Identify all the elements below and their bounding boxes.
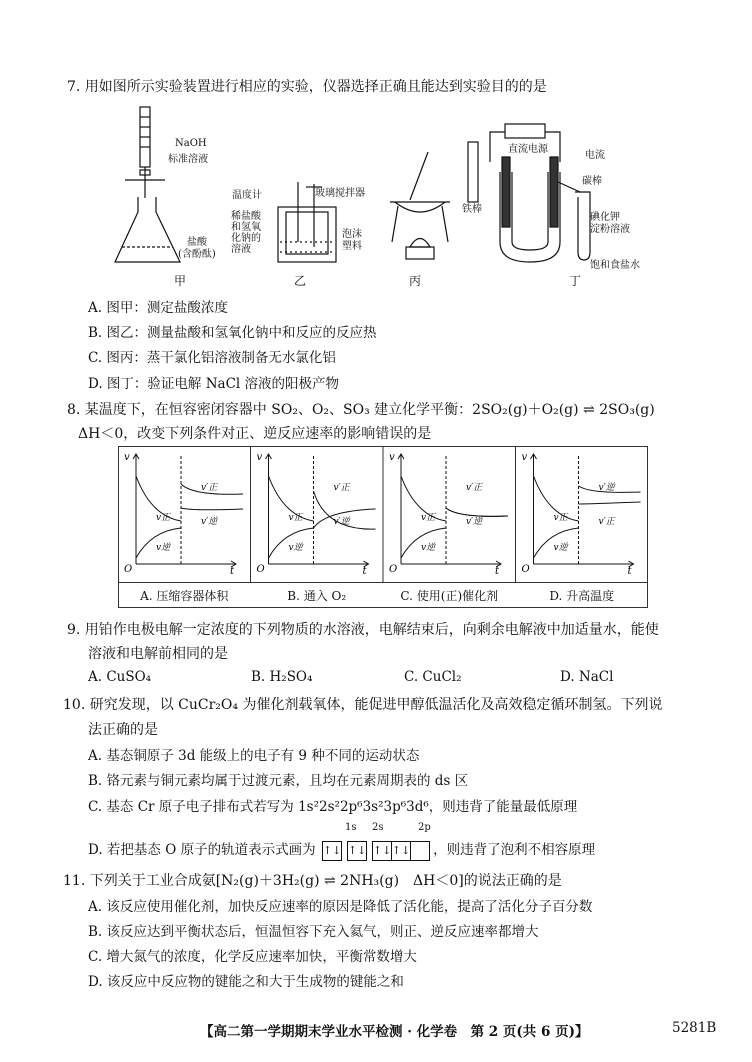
q9-option-d: D. NaCl	[560, 669, 614, 685]
label-upper-after: v′正	[201, 483, 218, 493]
label-current: 电流	[585, 150, 605, 161]
label-ki-1: 碘化钾	[590, 212, 620, 223]
label-foam-2: 塑料	[342, 241, 362, 252]
question-9-stem-1: 9. 用铂作电极电解一定浓度的下列物质的水溶液，电解结束后，向剩余电解液中加适量水，能使	[67, 622, 659, 638]
q10-option-b: B. 铬元素与铜元素均属于过渡元素，且均在元素周期表的 ds 区	[88, 773, 469, 789]
label-v-reverse: v逆	[288, 543, 303, 553]
label-mix-3: 化钠的	[231, 233, 261, 244]
panel-caption: A. 压缩容器体积	[140, 589, 229, 603]
panel-caption: C. 使用(正)催化剂	[400, 589, 499, 603]
orbital-box-1s: ↑↓	[322, 841, 342, 861]
lower-curve	[579, 502, 641, 504]
q9-option-a: A. CuSO₄	[88, 669, 152, 685]
q10-option-a: A. 基态铜原子 3d 能级上的电子有 9 种不同的运动状态	[88, 748, 420, 764]
label-lower-after: v′正	[598, 517, 615, 527]
label-power: 直流电源	[508, 144, 548, 155]
footer-title: 【高二第一学期期末学业水平检测 · 化学卷 第 2 页(共 6 页)】	[200, 1024, 589, 1040]
footer-code: 5281B	[672, 1020, 717, 1036]
label-standard-solution: 标准溶液	[168, 154, 208, 165]
evaporation-apparatus	[390, 152, 450, 259]
panel-caption: D. 升高温度	[549, 589, 615, 603]
label-upper-after: v′正	[333, 483, 350, 493]
question-7-stem: 7. 用如图所示实验装置进行相应的实验，仪器选择正确且能达到实验目的的是	[67, 79, 547, 95]
q9-option-b: B. H₂SO₄	[251, 669, 313, 685]
label-lower-after: v′逆	[201, 517, 218, 527]
rate-graphs	[118, 446, 648, 582]
axis-label-t: t	[495, 566, 500, 577]
orbital-label-1s: 1s	[345, 822, 357, 833]
q10-option-d	[88, 838, 595, 861]
q7-option-c: C. 图丙：蒸干氯化铝溶液制备无水氯化铝	[88, 350, 336, 366]
axis-label-v: v	[521, 452, 528, 463]
caption-ding: 丁	[568, 274, 581, 288]
origin-label: O	[124, 564, 133, 575]
label-brine: 饱和食盐水	[590, 260, 640, 271]
q9-option-c: C. CuCl₂	[404, 669, 462, 685]
label-foam-1: 泡沫	[342, 229, 362, 240]
q10-option-c: C. 基态 Cr 原子电子排布式若写为 1s²2s²2p⁶3s²3p⁶3d⁶，则违背了能量最低原理	[88, 799, 578, 815]
lower-curve	[181, 508, 243, 510]
label-carbon: 碳棒	[582, 176, 602, 187]
label-upper-after: v′逆	[598, 483, 615, 493]
q10-option-d-suffix: ，则违背了泡利不相容原理	[433, 842, 596, 858]
q11-option-c: C. 增大氮气的浓度，化学反应速率加快，平衡常数增大	[88, 949, 417, 965]
question-11-stem: 11. 下列关于工业合成氨[N₂(g)＋3H₂(g) ⇌ 2NH₃(g) ΔH＜0]的说法正确的是	[63, 873, 562, 889]
label-v-reverse: v逆	[421, 543, 436, 553]
label-upper-after: v′正	[466, 483, 483, 493]
orbital-diagram	[322, 841, 429, 861]
origin-label: O	[521, 564, 530, 575]
origin-label: O	[389, 564, 398, 575]
label-hcl: 盐酸	[187, 237, 207, 248]
label-mix-1: 稀盐酸	[231, 211, 261, 222]
q7-option-a: A. 图甲：测定盐酸浓度	[88, 300, 228, 316]
axis-label-v: v	[124, 452, 130, 463]
axis-label-t: t	[362, 566, 367, 577]
label-naoh: NaOH	[175, 138, 207, 149]
q11-option-d: D. 该反应中反应物的键能之和大于生成物的键能之和	[88, 974, 404, 990]
q11-option-a: A. 该反应使用催化剂，加快反应速率的原因是降低了活化能，提高了活化分子百分数	[88, 899, 593, 915]
orbital-box-2p-3	[410, 841, 430, 861]
q7-option-b: B. 图乙：测量盐酸和氢氧化钠中和反应的反应热	[88, 325, 377, 341]
orbital-box-2p-1: ↑↓	[372, 841, 392, 861]
orbital-label-2p: 2p	[418, 822, 431, 833]
panel-caption: B. 通入 O₂	[287, 589, 347, 603]
q7-option-d: D. 图丁：验证电解 NaCl 溶液的阳极产物	[88, 376, 340, 392]
question-10-stem-1: 10. 研究发现，以 CuCr₂O₄ 为催化剂载氧体，能促进甲醇低温活化及高效稳定循环制氢。下列说	[63, 697, 663, 713]
orbital-box-2s: ↑↓	[347, 841, 367, 861]
label-iron: 铁棒	[462, 204, 482, 215]
orbital-label-2s: 2s	[372, 822, 384, 833]
label-lower-after: v′逆	[333, 517, 350, 527]
label-v-forward: v正	[288, 513, 303, 523]
label-v-reverse: v逆	[156, 543, 171, 553]
titration-apparatus	[115, 107, 180, 262]
axis-label-t: t	[230, 566, 235, 577]
axis-label-v: v	[256, 452, 263, 463]
q11-option-b: B. 该反应达到平衡状态后，恒温恒容下充入氦气，则正、逆反应速率都增大	[88, 924, 539, 940]
question-10-stem-2: 法正确的是	[88, 722, 158, 738]
apparatus-figures	[110, 102, 670, 292]
captions-divider	[118, 582, 648, 583]
label-v-reverse: v逆	[553, 543, 568, 553]
label-v-forward: v正	[421, 513, 436, 523]
label-ki-2: 淀粉溶液	[590, 224, 630, 235]
question-8-stem-2: ΔH＜0，改变下列条件对正、逆反应速率的影响错误的是	[78, 426, 432, 442]
lower-curve	[446, 508, 508, 516]
question-9-stem-2: 溶液和电解前相同的是	[88, 646, 228, 662]
label-mix-4: 溶液	[231, 244, 251, 255]
orbital-box-2p-2: ↑↓	[391, 841, 411, 861]
caption-bing: 丙	[408, 274, 421, 288]
label-lower-after: v′逆	[466, 517, 483, 527]
label-v-forward: v正	[156, 513, 171, 523]
label-phenolphthalein: (含酚酞)	[178, 249, 216, 260]
axis-label-v: v	[389, 452, 395, 463]
axis-label-t: t	[627, 566, 632, 577]
label-stirrer: 玻璃搅拌器	[315, 188, 365, 199]
q10-option-d-prefix: D. 若把基态 O 原子的轨道表示式画为	[88, 842, 316, 858]
question-8-stem-1: 8. 某温度下，在恒容密闭容器中 SO₂、O₂、SO₃ 建立化学平衡：2SO₂(g)＋O₂(g) ⇌ 2SO₃(g)	[67, 402, 655, 418]
caption-yi: 乙	[293, 274, 306, 288]
label-v-forward: v正	[553, 513, 568, 523]
caption-jia: 甲	[173, 274, 186, 288]
label-mix-2: 和氢氧	[231, 222, 261, 233]
origin-label: O	[256, 564, 265, 575]
label-thermometer: 温度计	[232, 190, 262, 201]
